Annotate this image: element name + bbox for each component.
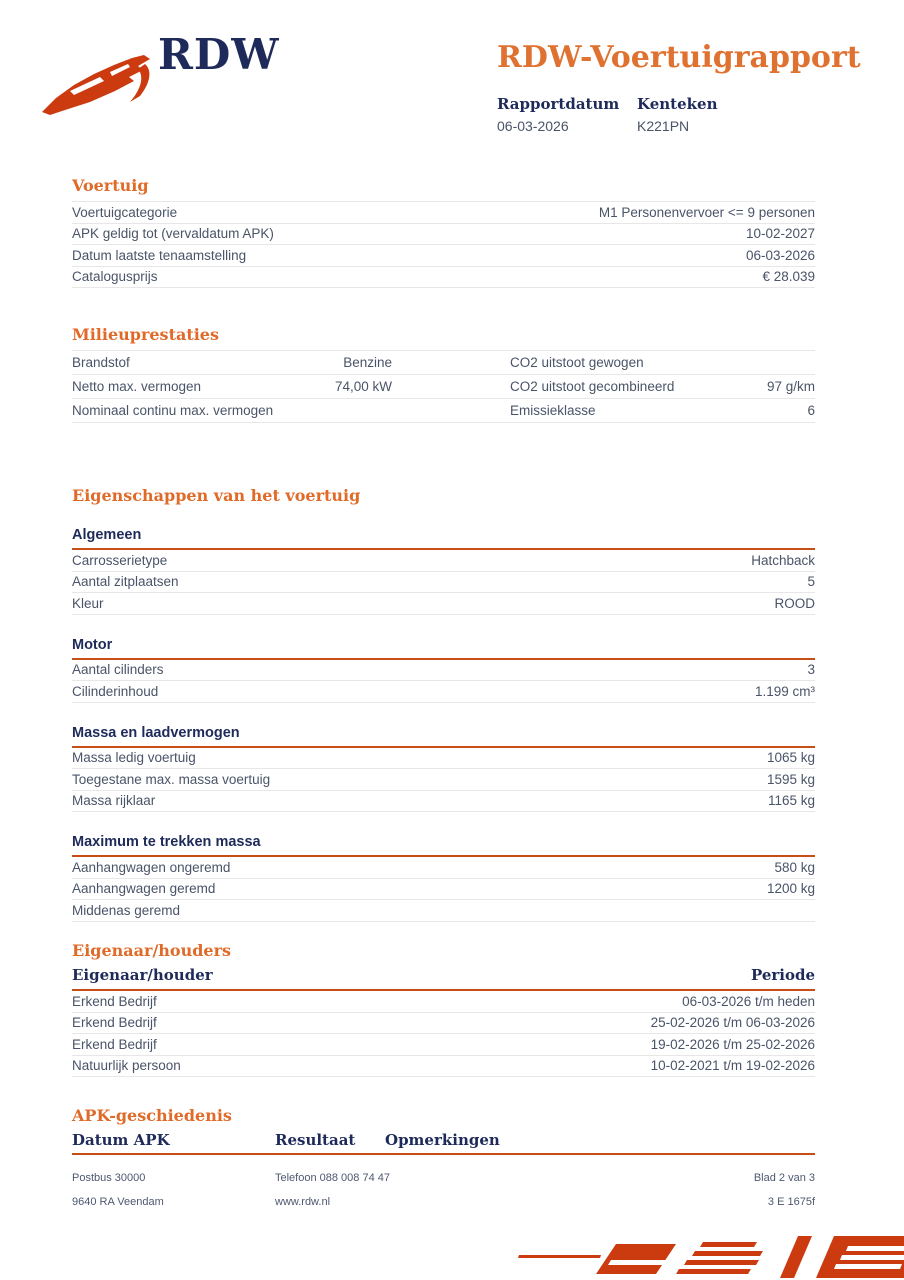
subsection-motor <box>72 637 815 703</box>
row-value: 10-02-2027 <box>745 226 815 242</box>
owner-cell: Natuurlijk persoon <box>72 1058 181 1074</box>
row-label: Nominaal continu max. vermogen <box>72 403 274 418</box>
row-value: € 28.039 <box>762 269 815 285</box>
voertuig-table <box>72 201 815 288</box>
row-label: Cilinderinhoud <box>72 683 159 699</box>
subsection-massa <box>72 725 815 813</box>
row-label: Aanhangwagen ongeremd <box>72 859 231 875</box>
page-footer <box>72 1166 815 1214</box>
row-label: Toegestane max. massa voertuig <box>72 771 271 787</box>
subsection-title: Maximum te trekken massa <box>72 834 815 857</box>
row-label: APK geldig tot (vervaldatum APK) <box>72 226 274 242</box>
table-row <box>72 879 815 901</box>
row-value: 6 <box>807 403 815 418</box>
row-label: Brandstof <box>72 355 130 370</box>
footer-page-number: Blad 2 van 3 <box>753 1172 815 1184</box>
subsection-algemeen <box>72 527 815 615</box>
table-row <box>72 769 815 791</box>
row-label: Aanhangwagen geremd <box>72 881 216 897</box>
table-row <box>72 375 815 399</box>
table-row <box>72 351 815 375</box>
row-label: Netto max. vermogen <box>72 379 202 394</box>
owner-cell: Erkend Bedrijf <box>72 1036 157 1052</box>
report-date-value: 06-03-2026 <box>497 118 569 134</box>
license-plate-block <box>637 95 717 134</box>
period-cell: 06-03-2026 t/m heden <box>682 993 815 1009</box>
row-label: Emissieklasse <box>510 403 596 418</box>
table-row <box>72 900 815 922</box>
row-value: Benzine <box>343 355 392 370</box>
section-apk-geschiedenis <box>72 1106 815 1155</box>
rdw-logo-text: RDW <box>158 30 280 79</box>
owner-table-header <box>72 966 815 991</box>
period-cell: 25-02-2026 t/m 06-03-2026 <box>650 1015 815 1031</box>
period-cell: 19-02-2026 t/m 25-02-2026 <box>650 1036 815 1052</box>
table-row <box>72 991 815 1013</box>
table-row <box>72 1034 815 1056</box>
row-label: Catalogusprijs <box>72 269 158 285</box>
report-date-block <box>497 95 619 134</box>
row-value: 3 <box>807 662 815 678</box>
table-row <box>72 224 815 246</box>
subsection-title: Algemeen <box>72 527 815 550</box>
row-value: M1 Personenvervoer <= 9 personen <box>598 204 815 220</box>
table-row <box>72 593 815 615</box>
rdw-feather-logo-icon <box>42 54 160 120</box>
table-row <box>72 748 815 770</box>
section-title-eigenaar-houders: Eigenaar/houders <box>72 941 232 960</box>
row-value: 5 <box>807 574 815 590</box>
subsection-title: Motor <box>72 637 815 660</box>
row-value: 1595 kg <box>766 771 815 787</box>
section-eigenschappen <box>72 486 815 922</box>
section-title-apk-geschiedenis: APK-geschiedenis <box>72 1106 232 1125</box>
column-header-resultaat: Resultaat <box>275 1131 356 1149</box>
row-value: 1.199 cm³ <box>754 683 815 699</box>
column-header-period: Periode <box>750 966 815 984</box>
section-title-eigenschappen: Eigenschappen van het voertuig <box>72 486 361 505</box>
table-row <box>72 791 815 813</box>
section-title-voertuig: Voertuig <box>72 176 149 195</box>
table-row <box>72 267 815 289</box>
table-row <box>72 202 815 224</box>
row-value: ROOD <box>774 595 815 611</box>
column-header-datum-apk: Datum APK <box>72 1131 170 1149</box>
footer-website: www.rdw.nl <box>275 1196 331 1208</box>
license-plate-label: Kenteken <box>637 95 718 113</box>
owner-cell: Erkend Bedrijf <box>72 1015 157 1031</box>
section-milieuprestaties <box>72 325 815 423</box>
license-plate-value: K221PN <box>637 118 690 134</box>
row-value: 1065 kg <box>766 750 815 766</box>
table-row <box>72 550 815 572</box>
table-row <box>72 660 815 682</box>
row-value: 1165 kg <box>767 793 815 809</box>
table-row <box>72 399 815 423</box>
apk-table-header <box>72 1131 815 1155</box>
table-row <box>72 1013 815 1035</box>
footer-address-line1: Postbus 30000 <box>72 1172 146 1184</box>
row-value: 1200 kg <box>766 881 815 897</box>
row-label: Middenas geremd <box>72 902 181 918</box>
section-voertuig <box>72 176 815 288</box>
row-label: Massa rijklaar <box>72 793 156 809</box>
report-date-label: Rapportdatum <box>497 95 620 113</box>
column-header-owner: Eigenaar/houder <box>72 966 213 984</box>
table-row <box>72 681 815 703</box>
table-row <box>72 572 815 594</box>
row-value: 74,00 kW <box>334 379 392 394</box>
subsection-trekken-massa <box>72 834 815 922</box>
section-eigenaar-houders <box>72 941 815 1077</box>
rdw-stripes-logo-icon <box>504 1234 904 1280</box>
row-value: 06-03-2026 <box>745 247 815 263</box>
row-label: Voertuigcategorie <box>72 204 178 220</box>
row-label: Aantal zitplaatsen <box>72 574 179 590</box>
footer-form-code: 3 E 1675f <box>767 1196 815 1208</box>
footer-phone: Telefoon 088 008 74 47 <box>275 1172 390 1184</box>
table-row <box>72 245 815 267</box>
row-label: Carrosserietype <box>72 552 168 568</box>
row-value: Hatchback <box>751 552 815 568</box>
column-header-opmerkingen: Opmerkingen <box>385 1131 500 1149</box>
subsection-title: Massa en laadvermogen <box>72 725 815 748</box>
period-cell: 10-02-2021 t/m 19-02-2026 <box>650 1058 815 1074</box>
milieuprestaties-table <box>72 350 815 423</box>
row-value: 580 kg <box>774 859 815 875</box>
footer-address-line2: 9640 RA Veendam <box>72 1196 164 1208</box>
table-row <box>72 857 815 879</box>
owner-cell: Erkend Bedrijf <box>72 993 157 1009</box>
table-row <box>72 1056 815 1078</box>
row-label: Massa ledig voertuig <box>72 750 196 766</box>
row-label: CO2 uitstoot gewogen <box>510 355 644 370</box>
section-title-milieuprestaties: Milieuprestaties <box>72 325 219 344</box>
row-label: Datum laatste tenaamstelling <box>72 247 247 263</box>
row-label: Aantal cilinders <box>72 662 164 678</box>
row-label: Kleur <box>72 595 104 611</box>
page-title: RDW-Voertuigrapport <box>497 40 861 75</box>
row-label: CO2 uitstoot gecombineerd <box>510 379 675 394</box>
row-value: 97 g/km <box>766 379 815 394</box>
